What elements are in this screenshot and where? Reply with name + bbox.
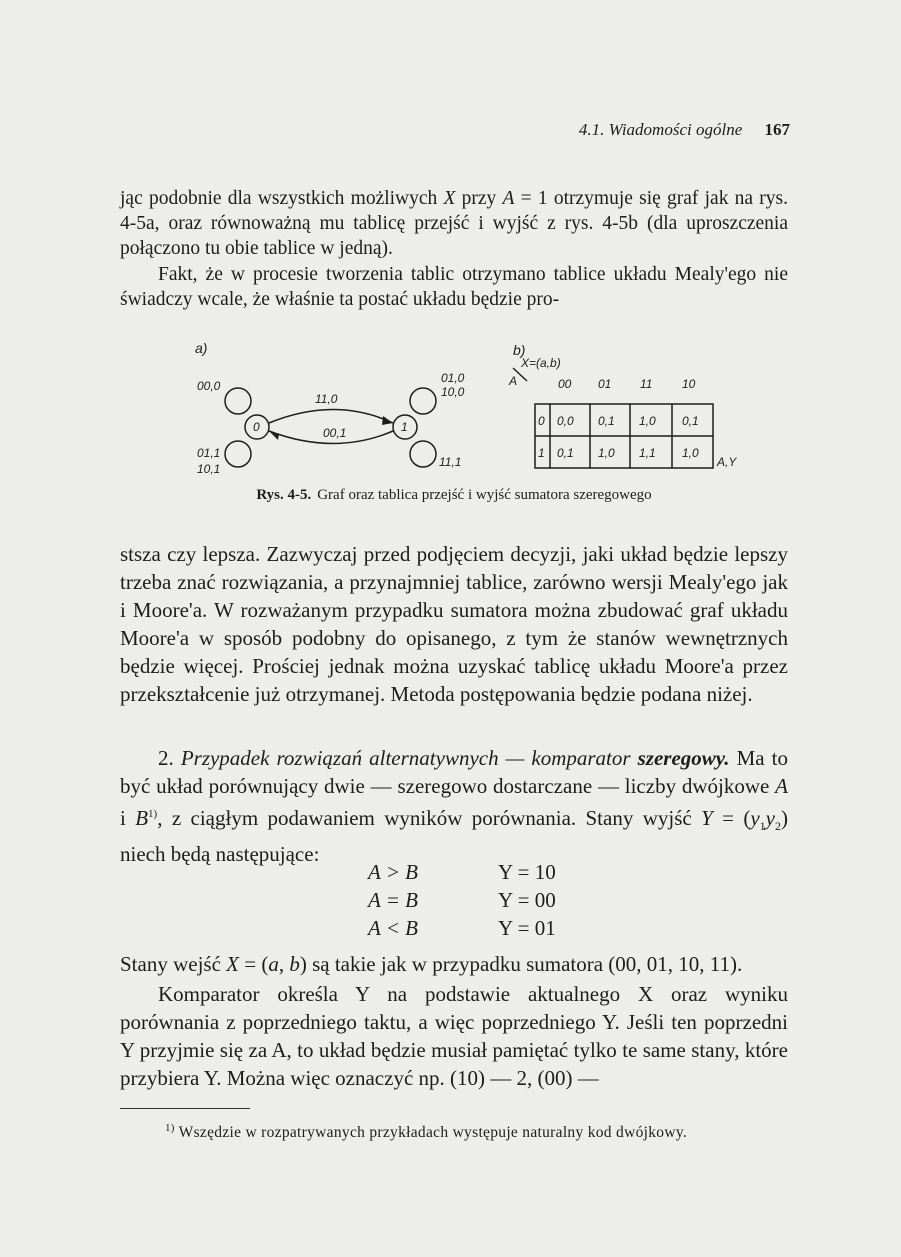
table-row-state: 0 xyxy=(538,414,545,428)
formula-output: Y = 00 xyxy=(498,888,556,912)
table-cell: 0,0 xyxy=(557,414,574,428)
caption-number: Rys. 4-5. xyxy=(256,487,312,503)
table-x-definition: X=(a,b) xyxy=(521,356,561,370)
table-cell: 1,1 xyxy=(639,446,656,460)
footnote-text: Wszędzie w rozpatrywanych przykładach występuje naturalny kod dwójkowy. xyxy=(174,1124,688,1142)
table-col-header: 11 xyxy=(640,377,653,391)
table-cell: 1,0 xyxy=(682,446,699,460)
figure-drawing xyxy=(195,330,755,490)
graph-edge-1-0-label: 00,1 xyxy=(323,426,347,440)
table-col-header: 10 xyxy=(682,377,696,391)
paragraph-body-3: Stany wejść X = (a, b) są takie jak w przypadku sumatora (00, 01, 10, 11). xyxy=(120,952,743,976)
graph-loop0-bottom-label-2: 10,1 xyxy=(197,462,221,476)
page-number: 167 xyxy=(764,120,790,139)
table-row-state: 1 xyxy=(538,446,545,460)
table-cell: 0,1 xyxy=(557,446,574,460)
running-header xyxy=(470,120,790,140)
graph-state-1: 1 xyxy=(401,420,408,434)
graph-loop1-top-label-2: 10,0 xyxy=(441,385,465,399)
graph-loop0-top-label: 00,0 xyxy=(197,379,221,393)
table-cell: 0,1 xyxy=(682,414,699,428)
table-row-variable: A xyxy=(509,374,518,388)
formula-condition: A = B xyxy=(368,888,418,912)
caption-text: Graf oraz tablica przejść i wyjść sumatora szeregowego xyxy=(317,487,652,503)
graph-state-0: 0 xyxy=(253,420,260,434)
paragraph-body-2: 2. Przypadek rozwiązań alternatywnych — komparator szeregowy. Ma to być układ porównujący dwie — szeregowo dostarczane — liczby dwójkowe A i $B^{1)}$, z ciągłym podawaniem wyników porównania. Stany wyjść $Y = (y_1y_2)$ niech będą następujące: xyxy=(120,746,788,867)
formula-condition: A < B xyxy=(368,916,418,940)
figure-label-a: a) xyxy=(195,340,208,356)
formula-row xyxy=(368,886,628,914)
header-title: 4.1. Wiadomości ogólne xyxy=(578,120,743,139)
formula-row xyxy=(368,858,628,886)
table-col-header: 01 xyxy=(598,377,612,391)
graph-loop1-top-label-1: 01,0 xyxy=(441,371,465,385)
paragraph-intro-2: Fakt, że w procesie tworzenia tablic otrzymano tablice układu Mealy'ego nie świadczy wcale, że właśnie ta postać układu będzie pro- xyxy=(120,264,788,310)
table-cell: 0,1 xyxy=(598,414,615,428)
formula-output: Y = 10 xyxy=(498,860,556,884)
footnote xyxy=(165,1122,795,1142)
graph-loop0-bottom-label-1: 01,1 xyxy=(197,446,221,460)
table-col-header: 00 xyxy=(558,377,572,391)
formula-output: Y = 01 xyxy=(498,916,556,940)
paragraph-intro-1: jąc podobnie dla wszystkich możliwych X przy A = 1 otrzymuje się graf jak na rys. 4-5a, oraz równoważną mu tablicę przejść i wyjść z rys. 4-5b (dla uproszczenia połączono tu obie tablice w jedną). xyxy=(120,188,788,259)
graph-loop1-bottom-label: 11,1 xyxy=(439,455,462,469)
figure-label-b: b) xyxy=(513,342,526,358)
formula-condition: A > B xyxy=(368,860,418,884)
figure-caption xyxy=(120,487,788,504)
comparison-formulas xyxy=(368,858,628,942)
footnote-rule xyxy=(120,1108,250,1109)
table-cell: 1,0 xyxy=(639,414,656,428)
figure-4-5 xyxy=(195,330,755,490)
formula-row xyxy=(368,914,628,942)
graph-edge-0-1-label: 11,0 xyxy=(315,392,338,406)
table-cell: 1,0 xyxy=(598,446,615,460)
paragraph-body-4: Komparator określa Y na podstawie aktualnego X oraz wyniku porównania z poprzedniego taktu, a więc poprzedniego Y. Jeśli ten poprzedni Y przyjmie się za A, to układ będzie musiał pamiętać tylko te same stany, które przybiera Y. Można więc oznaczyć np. (10) — 2, (00) — xyxy=(120,982,788,1090)
paragraph-body-1: stsza czy lepsza. Zazwyczaj przed podjęciem decyzji, jaki układ będzie lepszy trzeba znać rozwiązania, a przynajmniej tablice, zarówno wersji Mealy'ego jak i Moore'a. W rozważanym przypadku sumatora można zbudować graf układu Moore'a w sposób podobny do opisanego, z tym że stanów wewnętrznych będzie więcej. Prościej jednak można uzyskać tablicę układu Moore'a przez przekształcenie już otrzymanej. Metoda postępowania będzie podana niżej. xyxy=(120,542,788,706)
table-cell-legend: A,Y xyxy=(717,455,737,469)
footnote-mark: 1) xyxy=(165,1122,175,1134)
